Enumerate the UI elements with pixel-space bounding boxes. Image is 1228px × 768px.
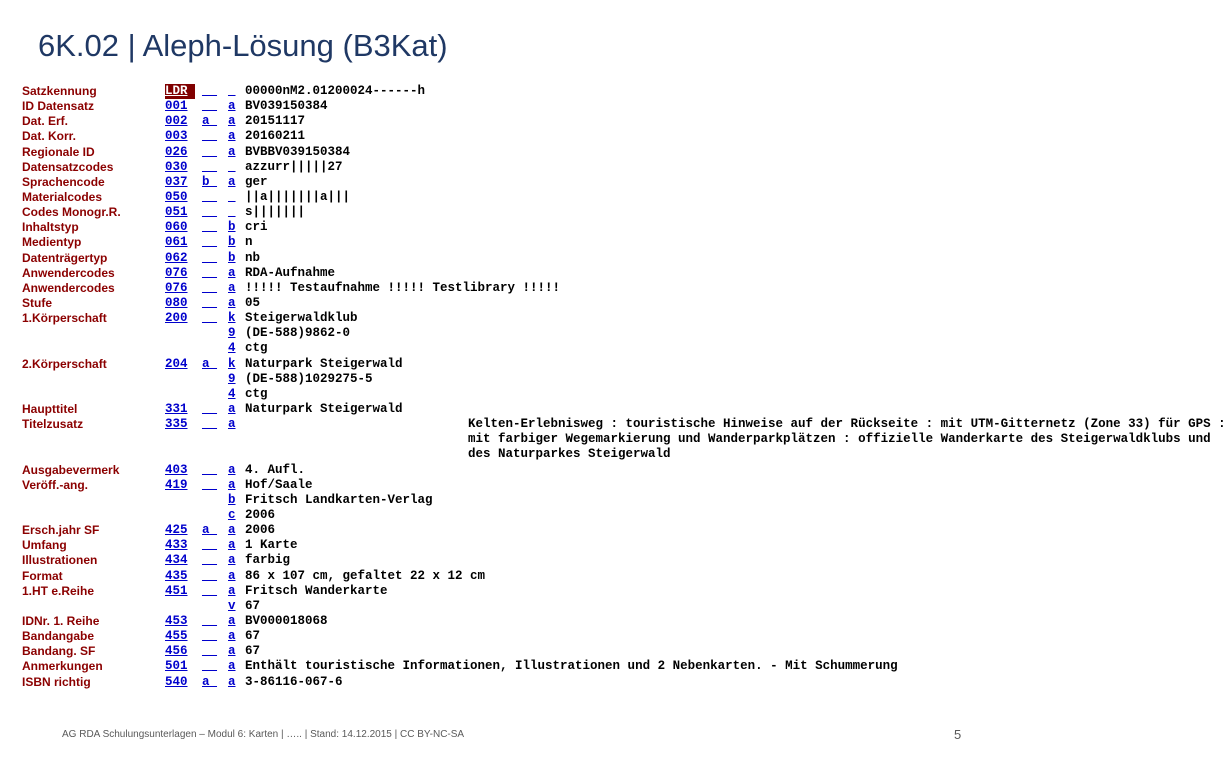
field-value: 20160211 bbox=[245, 129, 306, 144]
field-tag-link[interactable]: 037 bbox=[165, 174, 188, 189]
indicator-link[interactable]: __ bbox=[202, 629, 218, 644]
field-value: ||a|||||||a||| bbox=[245, 189, 351, 204]
indicator-link[interactable]: __ bbox=[202, 568, 218, 583]
indicator-link[interactable]: __ bbox=[202, 84, 218, 98]
catalog-record bbox=[22, 84, 1226, 690]
field-value: 00000nM2.01200024------h bbox=[245, 84, 426, 98]
field-tag-link[interactable]: 051 bbox=[165, 205, 188, 220]
field-label: Illustrationen bbox=[22, 553, 98, 568]
record-row bbox=[22, 205, 1012, 220]
field-tag-link[interactable]: 060 bbox=[165, 220, 188, 235]
record-row bbox=[22, 84, 1012, 99]
field-value: Hof/Saale bbox=[245, 477, 313, 492]
field-value: ger bbox=[245, 174, 268, 189]
field-tag-link[interactable]: 080 bbox=[165, 295, 188, 310]
subfield-code-link[interactable]: a bbox=[228, 129, 236, 144]
record-row bbox=[22, 251, 1012, 266]
field-tag-link[interactable]: 435 bbox=[165, 568, 188, 583]
indicator-link[interactable]: __ bbox=[202, 220, 218, 235]
record-row bbox=[22, 99, 1012, 114]
subfield-code-link[interactable]: a bbox=[228, 265, 236, 280]
field-label: ID Datensatz bbox=[22, 99, 95, 114]
subfield-code-link[interactable]: b bbox=[228, 250, 236, 265]
indicator-link[interactable]: __ bbox=[202, 235, 218, 250]
subfield-code-link[interactable]: a bbox=[228, 629, 236, 644]
indicator-link[interactable]: __ bbox=[202, 99, 218, 114]
field-tag-link[interactable]: 076 bbox=[165, 265, 188, 280]
field-tag-link[interactable]: 434 bbox=[165, 553, 188, 568]
record-row bbox=[22, 463, 1012, 478]
field-tag-link[interactable]: 062 bbox=[165, 250, 188, 265]
field-tag-link[interactable]: 001 bbox=[165, 99, 188, 114]
record-row bbox=[22, 553, 1012, 568]
field-value: Naturpark Steigerwald bbox=[245, 401, 403, 416]
record-row bbox=[22, 372, 1012, 387]
indicator-link[interactable]: __ bbox=[202, 538, 218, 553]
field-tag-link[interactable]: 003 bbox=[165, 129, 188, 144]
field-label: Regionale ID bbox=[22, 144, 95, 159]
indicator-link[interactable]: b_ bbox=[202, 174, 218, 189]
field-label: Anwendercodes bbox=[22, 280, 115, 295]
field-value: ctg bbox=[245, 341, 268, 356]
field-value: BVBBV039150384 bbox=[245, 144, 351, 159]
indicator-link[interactable]: __ bbox=[202, 189, 218, 204]
field-label: Ausgabevermerk bbox=[22, 462, 120, 477]
field-value: Enthält touristische Informationen, Illustrationen und 2 Nebenkarten. - Mit Schummerung bbox=[245, 659, 898, 674]
record-row bbox=[22, 675, 1012, 690]
subfield-code-link[interactable]: b bbox=[228, 492, 236, 507]
field-value: ctg bbox=[245, 386, 268, 401]
field-value: 05 bbox=[245, 295, 261, 310]
field-value: Fritsch Landkarten-Verlag bbox=[245, 492, 433, 507]
field-value: 67 bbox=[245, 629, 261, 644]
subfield-code-link[interactable]: 9 bbox=[228, 371, 236, 386]
field-label: Dat. Erf. bbox=[22, 114, 69, 129]
field-label: Veröff.-ang. bbox=[22, 477, 89, 492]
subfield-code-link[interactable]: a bbox=[228, 462, 236, 477]
field-value: 3-86116-067-6 bbox=[245, 674, 343, 689]
indicator-link[interactable]: a_ bbox=[202, 356, 218, 371]
field-label: Materialcodes bbox=[22, 189, 103, 204]
field-tag-link[interactable]: 061 bbox=[165, 235, 188, 250]
field-tag-link[interactable]: 030 bbox=[165, 159, 188, 174]
field-label: Bandangabe bbox=[22, 629, 95, 644]
field-value: 67 bbox=[245, 598, 261, 613]
record-row bbox=[22, 644, 1012, 659]
field-value: (DE-588)1029275-5 bbox=[245, 371, 373, 386]
field-tag-link[interactable]: 050 bbox=[165, 189, 188, 204]
indicator-link[interactable]: __ bbox=[202, 129, 218, 144]
indicator-link[interactable]: __ bbox=[202, 583, 218, 598]
field-label: Codes Monogr.R. bbox=[22, 205, 121, 220]
field-value: (DE-588)9862-0 bbox=[245, 326, 351, 341]
subfield-code-link[interactable]: a bbox=[228, 583, 236, 598]
field-value: 2006 bbox=[245, 507, 276, 522]
record-row bbox=[22, 190, 1012, 205]
record-row bbox=[22, 145, 1012, 160]
field-tag-link[interactable]: 433 bbox=[165, 538, 188, 553]
field-tag-link[interactable]: 403 bbox=[165, 462, 188, 477]
subfield-code-link[interactable]: a bbox=[228, 114, 236, 129]
indicator-link[interactable]: __ bbox=[202, 659, 218, 674]
indicator-link[interactable]: __ bbox=[202, 159, 218, 174]
indicator-link[interactable]: __ bbox=[202, 144, 218, 159]
subfield-code-link[interactable]: b bbox=[228, 235, 236, 250]
field-tag-link[interactable]: 419 bbox=[165, 477, 188, 492]
record-row bbox=[22, 220, 1012, 235]
field-value: Fritsch Wanderkarte bbox=[245, 583, 388, 598]
indicator-link[interactable]: a_ bbox=[202, 523, 218, 538]
subfield-code-link[interactable]: a bbox=[228, 174, 236, 189]
subfield-code-link[interactable]: a bbox=[228, 613, 236, 628]
field-value: s||||||| bbox=[245, 205, 306, 220]
field-value: 67 bbox=[245, 644, 261, 659]
field-label: Format bbox=[22, 568, 63, 583]
field-label: Umfang bbox=[22, 538, 67, 553]
subfield-code-link[interactable]: 4 bbox=[228, 341, 236, 356]
subfield-code-link[interactable]: a bbox=[228, 144, 236, 159]
field-label: Dat. Korr. bbox=[22, 129, 77, 144]
subfield-code-link[interactable]: a bbox=[228, 280, 236, 295]
record-row bbox=[22, 629, 1012, 644]
field-label: Datenträgertyp bbox=[22, 250, 108, 265]
field-label: Sprachencode bbox=[22, 174, 105, 189]
subfield-code-link[interactable]: a bbox=[228, 538, 236, 553]
field-label: Medientyp bbox=[22, 235, 82, 250]
subfield-code-link[interactable]: a bbox=[228, 295, 236, 310]
field-tag-link[interactable]: 451 bbox=[165, 583, 188, 598]
field-tag-link[interactable]: 331 bbox=[165, 401, 188, 416]
field-value: 2006 bbox=[245, 523, 276, 538]
slide-footer: AG RDA Schulungsunterlagen – Modul 6: Karten | ….. | Stand: 14.12.2015 | CC BY-NC-SA bbox=[62, 729, 465, 740]
field-tag-link[interactable]: 456 bbox=[165, 644, 188, 659]
field-value: RDA-Aufnahme bbox=[245, 265, 336, 280]
field-value: !!!!! Testaufnahme !!!!! Testlibrary !!!!! bbox=[245, 280, 561, 295]
subfield-code-link[interactable]: c bbox=[228, 507, 236, 522]
field-label: Ersch.jahr SF bbox=[22, 523, 100, 538]
indicator-link[interactable]: __ bbox=[202, 205, 218, 220]
record-row bbox=[22, 129, 1012, 144]
field-value: 20151117 bbox=[245, 114, 306, 129]
field-value: Kelten-Erlebnisweg : touristische Hinweise auf der Rückseite : mit UTM-Gitternetz (Zone 33) für GPS : mit farbiger Wegemarkierung und Wanderparkplätzen : offizielle Wanderkarte des Steigerwaldklubs und des Naturparkes Steigerwald bbox=[468, 417, 1226, 462]
field-value: farbig bbox=[245, 553, 291, 568]
field-label: ISBN richtig bbox=[22, 674, 91, 689]
record-row bbox=[22, 417, 1226, 462]
subfield-code-link[interactable]: _ bbox=[228, 205, 236, 220]
record-row bbox=[22, 508, 1012, 523]
subfield-code-link[interactable]: a bbox=[228, 644, 236, 659]
indicator-link[interactable]: __ bbox=[202, 250, 218, 265]
field-label: IDNr. 1. Reihe bbox=[22, 613, 100, 628]
subfield-code-link[interactable]: a bbox=[228, 568, 236, 583]
field-label: 1.HT e.Reihe bbox=[22, 583, 95, 598]
record-row bbox=[22, 311, 1012, 326]
subfield-code-link[interactable]: a bbox=[228, 401, 236, 416]
record-row bbox=[22, 614, 1012, 629]
indicator-link[interactable]: a_ bbox=[202, 114, 218, 129]
field-value: azzurr|||||27 bbox=[245, 159, 343, 174]
field-tag-link[interactable]: 076 bbox=[165, 280, 188, 295]
field-tag-link[interactable]: 204 bbox=[165, 356, 188, 371]
indicator-link[interactable]: a_ bbox=[202, 674, 218, 689]
record-row bbox=[22, 326, 1012, 341]
record-row bbox=[22, 659, 1012, 674]
indicator-link[interactable]: __ bbox=[202, 613, 218, 628]
field-value: 4. Aufl. bbox=[245, 462, 306, 477]
indicator-link[interactable]: __ bbox=[202, 477, 218, 492]
field-value: n bbox=[245, 235, 253, 250]
field-label: 2.Körperschaft bbox=[22, 356, 107, 371]
record-row bbox=[22, 114, 1012, 129]
record-row bbox=[22, 175, 1012, 190]
subfield-code-link[interactable]: a bbox=[228, 674, 236, 689]
page-number: 5 bbox=[954, 727, 962, 742]
record-row bbox=[22, 569, 1012, 584]
subfield-code-link[interactable]: a bbox=[228, 553, 236, 568]
record-row bbox=[22, 235, 1012, 250]
field-label: Datensatzcodes bbox=[22, 159, 114, 174]
record-row bbox=[22, 341, 1012, 356]
slide-title: 6K.02 | Aleph-Lösung (B3Kat) bbox=[38, 28, 448, 63]
indicator-link[interactable]: __ bbox=[202, 265, 218, 280]
subfield-code-link[interactable]: 4 bbox=[228, 386, 236, 401]
field-label: Haupttitel bbox=[22, 401, 78, 416]
record-row bbox=[22, 402, 1012, 417]
field-label: Anmerkungen bbox=[22, 659, 103, 674]
field-value: BV039150384 bbox=[245, 99, 328, 114]
record-row bbox=[22, 357, 1012, 372]
field-value: Naturpark Steigerwald bbox=[245, 356, 403, 371]
record-row bbox=[22, 584, 1012, 599]
subfield-code-link[interactable]: a bbox=[228, 659, 236, 674]
subfield-code-link[interactable]: k bbox=[228, 311, 236, 326]
subfield-code-link[interactable]: a bbox=[228, 477, 236, 492]
field-label: Titelzusatz bbox=[22, 417, 84, 432]
field-tag-link[interactable]: 540 bbox=[165, 674, 188, 689]
indicator-link[interactable]: __ bbox=[202, 644, 218, 659]
field-label: Bandang. SF bbox=[22, 644, 96, 659]
field-tag-link[interactable]: 335 bbox=[165, 417, 188, 432]
subfield-code-link[interactable]: _ bbox=[228, 159, 236, 174]
indicator-link[interactable]: __ bbox=[202, 311, 218, 326]
record-row bbox=[22, 478, 1012, 493]
indicator-link[interactable]: __ bbox=[202, 417, 218, 432]
field-label: 1.Körperschaft bbox=[22, 311, 107, 326]
indicator-link[interactable]: __ bbox=[202, 462, 218, 477]
record-row bbox=[22, 493, 1012, 508]
subfield-code-link[interactable]: v bbox=[228, 598, 236, 613]
subfield-code-link[interactable]: 9 bbox=[228, 326, 236, 341]
record-row bbox=[22, 538, 1012, 553]
subfield-code-link[interactable]: a bbox=[228, 523, 236, 538]
subfield-code-link[interactable]: _ bbox=[228, 84, 236, 98]
record-row bbox=[22, 387, 1012, 402]
field-tag-link[interactable]: 501 bbox=[165, 659, 188, 674]
field-value: BV000018068 bbox=[245, 613, 328, 628]
indicator-link[interactable]: __ bbox=[202, 295, 218, 310]
field-label: Inhaltstyp bbox=[22, 220, 79, 235]
field-tag-link[interactable]: 425 bbox=[165, 523, 188, 538]
field-tag-link[interactable]: 453 bbox=[165, 613, 188, 628]
field-tag-link[interactable]: 455 bbox=[165, 629, 188, 644]
record-row bbox=[22, 266, 1012, 281]
field-tag-link[interactable]: 026 bbox=[165, 144, 188, 159]
subfield-code-link[interactable]: a bbox=[228, 99, 236, 114]
subfield-code-link[interactable]: b bbox=[228, 220, 236, 235]
subfield-code-link[interactable]: k bbox=[228, 356, 236, 371]
field-label: Anwendercodes bbox=[22, 265, 115, 280]
field-label: Satzkennung bbox=[22, 84, 97, 98]
indicator-link[interactable]: __ bbox=[202, 280, 218, 295]
field-tag-link[interactable]: LDR bbox=[165, 84, 195, 99]
field-value: nb bbox=[245, 250, 261, 265]
field-tag-link[interactable]: 002 bbox=[165, 114, 188, 129]
subfield-code-link[interactable]: _ bbox=[228, 189, 236, 204]
field-value: cri bbox=[245, 220, 268, 235]
field-value: 86 x 107 cm, gefaltet 22 x 12 cm bbox=[245, 568, 486, 583]
record-row bbox=[22, 281, 1012, 296]
field-value: Steigerwaldklub bbox=[245, 311, 358, 326]
record-row bbox=[22, 296, 1012, 311]
field-value: 1 Karte bbox=[245, 538, 298, 553]
subfield-code-link[interactable]: a bbox=[228, 417, 236, 432]
field-label: Stufe bbox=[22, 295, 52, 310]
indicator-link[interactable]: __ bbox=[202, 553, 218, 568]
field-tag-link[interactable]: 200 bbox=[165, 311, 188, 326]
indicator-link[interactable]: __ bbox=[202, 401, 218, 416]
record-row bbox=[22, 160, 1012, 175]
record-row bbox=[22, 599, 1012, 614]
record-row bbox=[22, 523, 1012, 538]
